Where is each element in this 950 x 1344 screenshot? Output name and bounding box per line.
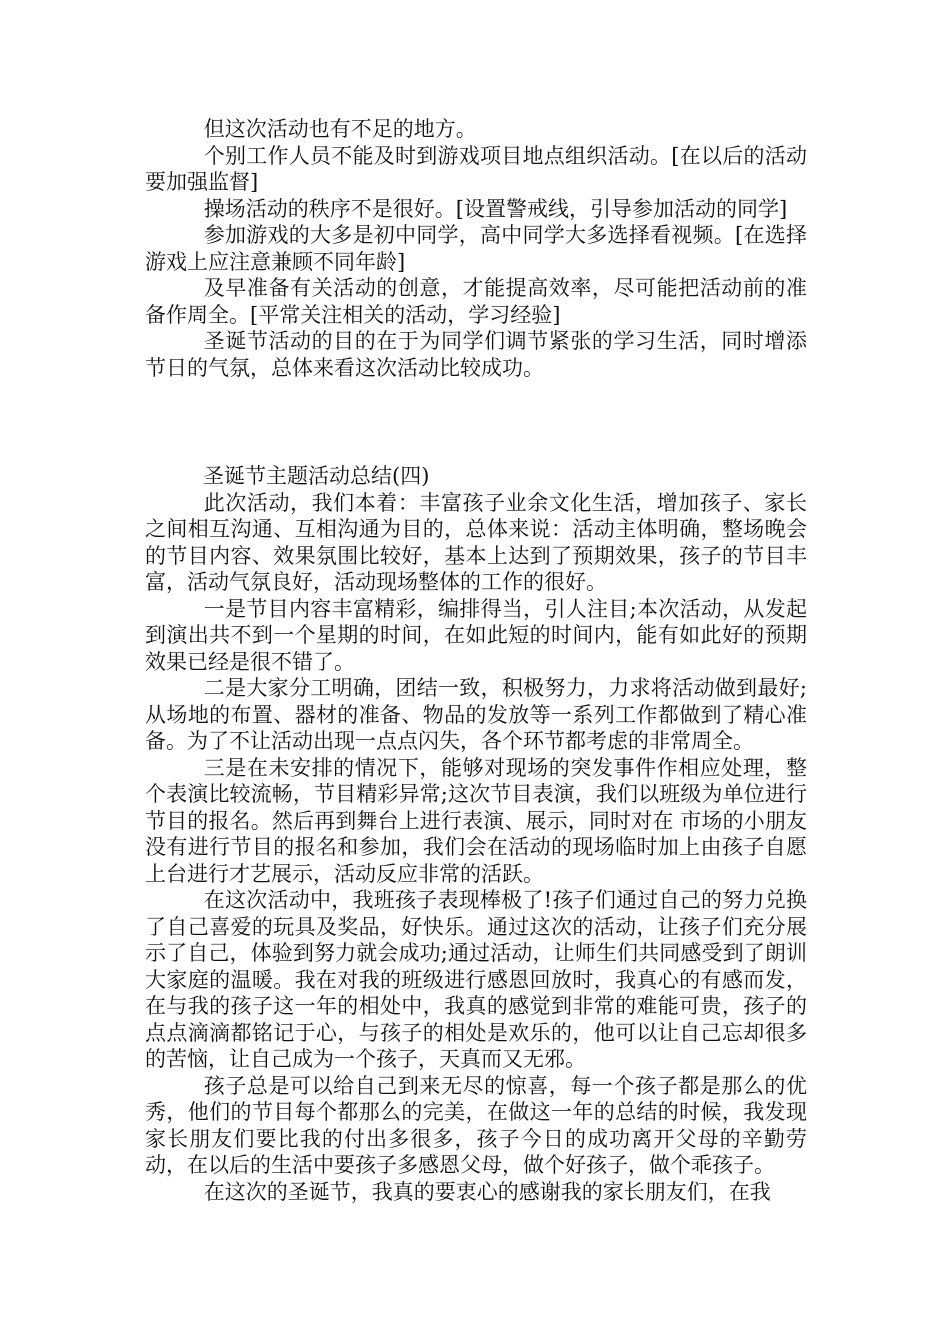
paragraph: 参加游戏的大多是初中同学，高中同学大多选择看视频。[在选择游戏上应注意兼顾不同年龄] [145, 223, 807, 274]
document-page [145, 116, 807, 1205]
paragraph: 圣诞节活动的目的在于为同学们调节紧张的学习生活，同时增添节日的气氛，总体来看这次活动比较成功。 [145, 329, 807, 380]
paragraph: 但这次活动也有不足的地方。 [203, 117, 477, 141]
paragraph: 在这次的圣诞节，我真的要衷心的感谢我的家长朋友们，在我 [203, 1179, 771, 1204]
paragraph: 操场活动的秩序不是很好。[设置警戒线，引导参加活动的同学] [203, 196, 788, 221]
paragraph: 二是大家分工明确，团结一致，积极努力，力求将活动做到最好;从场地的布置、器材的准备、物品的发放等一系列工作都做到了精心准备。为了不让活动出现一点点闪失，各个环节都考虑的非常周全。 [145, 676, 807, 753]
paragraph: 及早准备有关活动的创意，才能提高效率，尽可能把活动前的准备作周全。[平常关注相关的活动，学习经验] [145, 276, 807, 327]
paragraph: 三是在未安排的情况下，能够对现场的突发事件作相应处理，整个表演比较流畅，节目精彩异常;这次节目表演，我们以班级为单位进行节目的报名。然后再到舞台上进行表演、展示，同时对在 市场的小朋友没有进行节目的报名和参加，我们会在活动的现场临时加上由孩子自愿上台进行才艺展示，活动反应非常的活跃。 [145, 755, 807, 886]
section-title: 圣诞节主题活动总结(四) [203, 464, 430, 488]
paragraph: 个别工作人员不能及时到游戏项目地点组织活动。[在以后的活动要加强监督] [145, 143, 807, 194]
section-spacer [145, 381, 807, 463]
paragraph: 此次活动，我们本着：丰富孩子业余文化生活，增加孩子、家长之间相互沟通、互相沟通为目的，总体来说：活动主体明确，整场晚会的节目内容、效果氛围比较好，基本上达到了预期效果，孩子的节目丰富，活动气氛良好，活动现场整体的工作的很好。 [145, 490, 807, 594]
paragraph: 在这次活动中，我班孩子表现棒极了!孩子们通过自己的努力兑换了自己喜爱的玩具及奖品，好快乐。通过这次的活动，让孩子们充分展示了自己，体验到努力就会成功;通过活动，让师生们共同感受到了朗训大家庭的温暖。我在对我的班级进行感恩回放时，我真心的有感而发，在与我的孩子这一年的相处中，我真的感觉到非常的难能可贵，孩子的点点滴滴都铭记于心，与孩子的相处是欢乐的，他可以让自己忘却很多的苦恼，让自己成为一个孩子，天真而又无邪。 [145, 888, 807, 1071]
paragraph: 孩子总是可以给自己到来无尽的惊喜，每一个孩子都是那么的优秀，他们的节目每个都那么的完美，在做这一年的总结的时候，我发现家长朋友们要比我的付出多很多，孩子今日的成功离开父母的辛勤劳动，在以后的生活中要孩子多感恩父母，做个好孩子，做个乖孩子。 [145, 1073, 807, 1177]
paragraph: 一是节目内容丰富精彩，编排得当，引人注目;本次活动，从发起到演出共不到一个星期的时间，在如此短的时间内，能有如此好的预期效果已经是很不错了。 [145, 596, 807, 674]
